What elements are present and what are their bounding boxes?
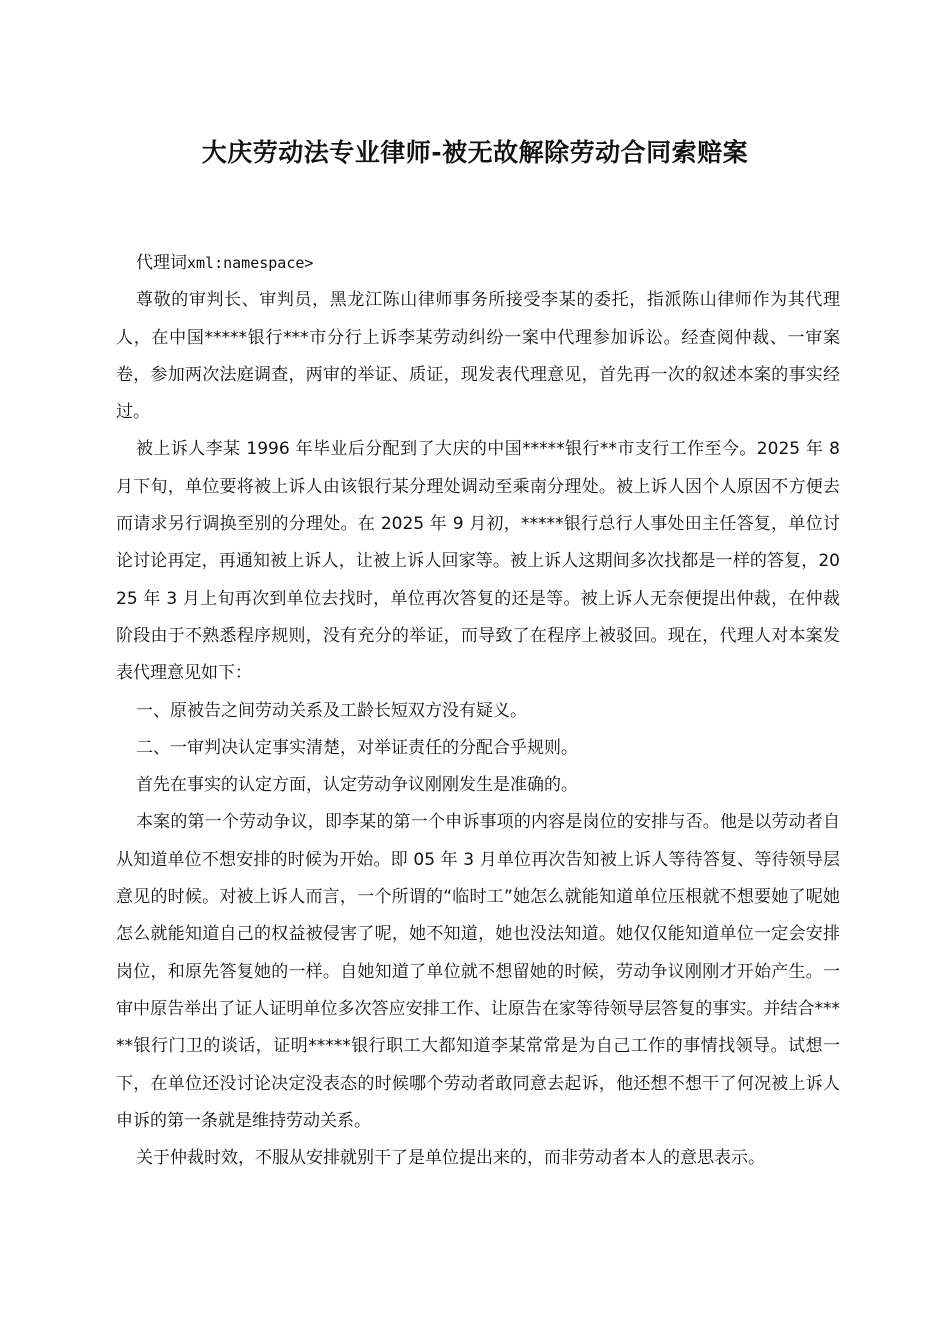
- heading-suffix: xml:namespace>: [187, 254, 314, 272]
- paragraph-point-2: 二、一审判决认定事实清楚，对举证责任的分配合乎规则。: [136, 737, 578, 758]
- paragraph-facts: 被上诉人李某 1996 年毕业后分配到了大庆的中国*****银行**市支行工作至今。2025 年 8 月下旬，单位要将被上诉人由该银行某分理处调动至乘南分理处。被上诉人因个人原因不方便去而请求另行调换至别的分理处。在 2025 年 9 月初，*****银行总行人事处田主任答复，单位讨论讨论再定，再通知被上诉人，让被上诉人回家等。被上诉人这期间多次找都是一样的答复，2025 年 3 月上旬再次到单位去找时，单位再次答复的还是等。被上诉人无奈便提出仲裁，在仲裁阶段由于不熟悉程序规则，没有充分的举证，而导致了在程序上被驳回。现在，代理人对本案发表代理意见如下：: [116, 439, 840, 684]
- heading-line: [116, 245, 840, 282]
- paragraph-intro: 尊敬的审判长、审判员，黑龙江陈山律师事务所接受李某的委托，指派陈山律师作为其代理人，在中国*****银行***市分行上诉李某劳动纠纷一案中代理参加诉讼。经查阅仲裁、一审案卷，参加两次法庭调查，两审的举证、质证，现发表代理意见，首先再一次的叙述本案的事实经过。: [116, 290, 840, 423]
- paragraph-point-1: 一、原被告之间劳动关系及工龄长短双方没有疑义。: [136, 700, 527, 721]
- paragraph-arbitration-limit: 关于仲裁时效，不服从安排就别干了是单位提出来的，而非劳动者本人的意思表示。: [136, 1148, 765, 1169]
- paragraph-first-dispute: 本案的第一个劳动争议，即李某的第一个申诉事项的内容是岗位的安排与否。他是以劳动者自从知道单位不想安排的时候为开始。即 05 年 3 月单位再次告知被上诉人等待答复、等待领导层意见的时候。对被上诉人而言，一个所谓的“临时工”她怎么就能知道单位压根就不想要她了呢她怎么就能知道自己的权益被侵害了呢，她不知道，她也没法知道。她仅仅能知道单位一定会安排岗位，和原先答复她的一样。自她知道了单位就不想留她的时候，劳动争议刚刚才开始产生。一审中原告举出了证人证明单位多次答应安排工作、让原告在家等待领导层答复的事实。并结合*****银行门卫的谈话，证明*****银行职工大都知道李某常常是为自己工作的事情找领导。试想一下，在单位还没讨论决定没表态的时候哪个劳动者敢同意去起诉，他还想不想干了何况被上诉人申诉的第一条就是维持劳动关系。: [116, 812, 840, 1131]
- document-body: [116, 245, 840, 1177]
- paragraph-fact-finding: 首先在事实的认定方面，认定劳动争议刚刚发生是准确的。: [136, 775, 578, 796]
- heading-prefix: 代理词: [136, 253, 187, 273]
- document-title: 大庆劳动法专业律师-被无故解除劳动合同索赔案: [201, 138, 749, 167]
